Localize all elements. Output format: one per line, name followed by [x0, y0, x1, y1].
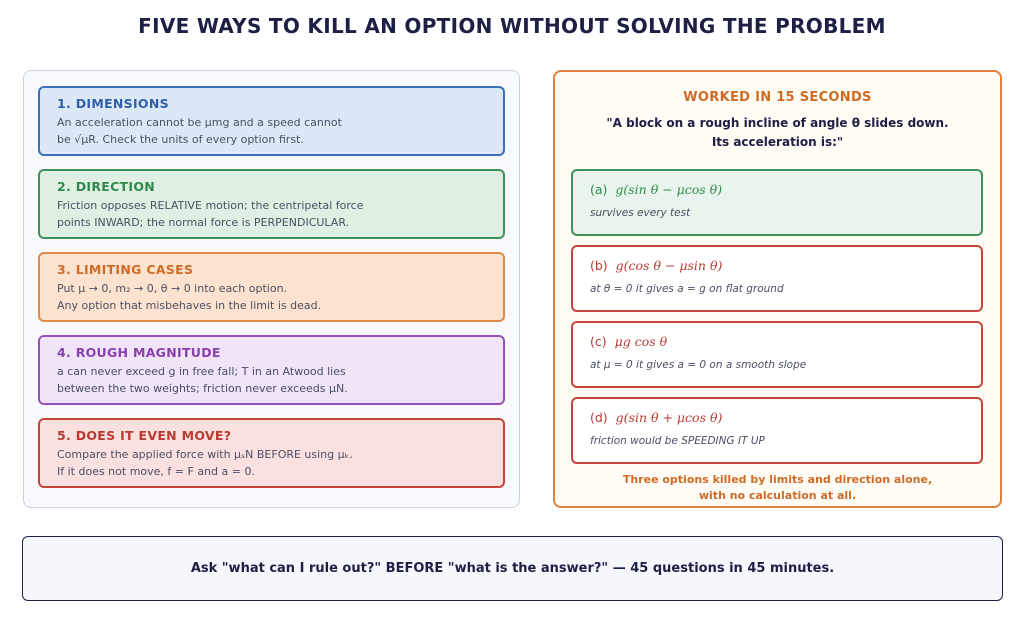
option-formula: g(cos θ − μsin θ) — [615, 258, 723, 273]
strategy-title: 3. LIMITING CASES — [57, 262, 194, 277]
option-formula: g(sin θ + μcos θ) — [615, 410, 723, 425]
strategy-card-rough-magnitude — [38, 335, 505, 405]
strategy-title: 4. ROUGH MAGNITUDE — [57, 345, 221, 360]
strategy-line: a can never exceed g in free fall; T in an Atwood lies — [57, 365, 346, 378]
option-note: at θ = 0 it gives a = g on flat ground — [590, 283, 784, 295]
option-label: (b) — [590, 258, 608, 273]
strategy-line: between the two weights; friction never exceeds μN. — [57, 382, 348, 395]
option-a — [571, 169, 983, 236]
option-label: (d) — [590, 410, 608, 425]
worked-example-prompt — [553, 114, 1002, 152]
option-note: friction would be SPEEDING IT UP — [590, 435, 765, 447]
option-formula: g(sin θ − μcos θ) — [615, 182, 723, 197]
option-formula: μg cos θ — [614, 334, 668, 349]
strategy-title: 1. DIMENSIONS — [57, 96, 169, 111]
takeaway-banner — [22, 536, 1003, 601]
strategy-line: If it does not move, f = F and a = 0. — [57, 465, 255, 478]
option-label: (c) — [590, 334, 607, 349]
option-b — [571, 245, 983, 312]
strategy-line: points INWARD; the normal force is PERPENDICULAR. — [57, 216, 350, 229]
strategy-title: 2. DIRECTION — [57, 179, 156, 194]
strategy-line: Friction opposes RELATIVE motion; the centripetal force — [57, 199, 364, 212]
option-label: (a) — [590, 182, 608, 197]
strategy-line: be √μR. Check the units of every option first. — [57, 133, 304, 146]
strategy-title: 5. DOES IT EVEN MOVE? — [57, 428, 232, 443]
page-title: FIVE WAYS TO KILL AN OPTION WITHOUT SOLVING THE PROBLEM — [138, 14, 886, 38]
prompt-line: Its acceleration is:" — [711, 135, 844, 149]
worked-example-summary — [553, 472, 1002, 504]
strategy-line: Compare the applied force with μₛN BEFORE using μₖ. — [57, 448, 353, 461]
strategy-card-direction — [38, 169, 505, 239]
strategy-line: Any option that misbehaves in the limit is dead. — [57, 299, 322, 312]
strategy-card-does-it-move — [38, 418, 505, 488]
option-d — [571, 397, 983, 464]
option-note: at μ = 0 it gives a = 0 on a smooth slope — [590, 359, 807, 371]
summary-line: Three options killed by limits and direction alone, — [622, 473, 933, 486]
prompt-line: "A block on a rough incline of angle θ slides down. — [606, 116, 949, 130]
summary-line: with no calculation at all. — [698, 489, 857, 502]
option-c — [571, 321, 983, 388]
strategy-line: An acceleration cannot be μmg and a speed cannot — [57, 116, 342, 129]
worked-example-heading: WORKED IN 15 SECONDS — [683, 90, 872, 105]
strategy-card-limiting-cases — [38, 252, 505, 322]
strategy-card-dimensions — [38, 86, 505, 156]
strategy-line: Put μ → 0, m₂ → 0, θ → 0 into each option. — [57, 282, 288, 295]
takeaway-text: Ask "what can I rule out?" BEFORE "what is the answer?" — 45 questions in 45 minutes. — [190, 561, 835, 576]
option-note: survives every test — [590, 207, 691, 219]
